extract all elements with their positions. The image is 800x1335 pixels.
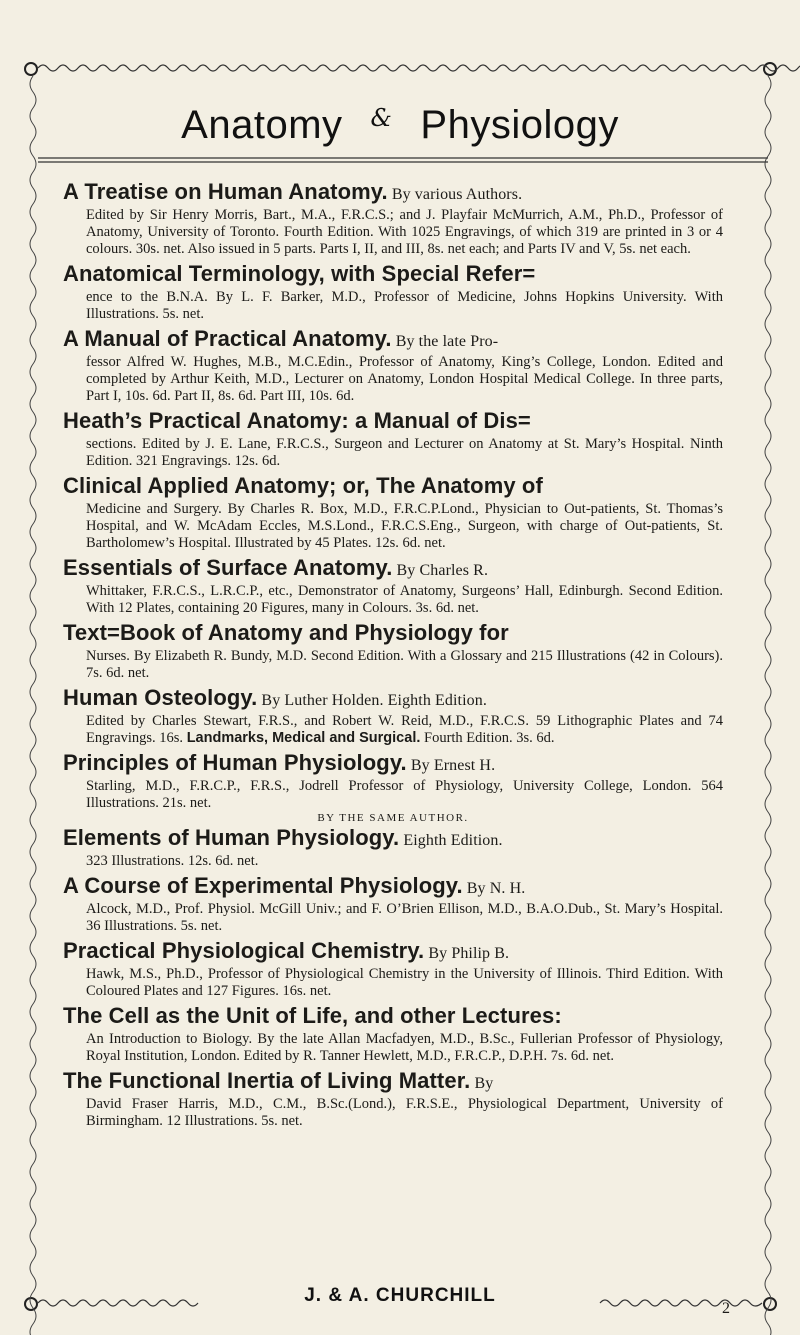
entry-title: Clinical Applied Anatomy; or, The Anatomy of xyxy=(63,473,543,498)
right-wavy-border xyxy=(765,76,771,1335)
entry-title: A Manual of Practical Anatomy. xyxy=(63,326,392,351)
list-item xyxy=(63,939,723,1000)
publisher-footer: J. & A. CHURCHILL xyxy=(304,1285,496,1306)
entry-description: Edited by Sir Henry Morris, Bart., M.A., F.R.C.S.; and J. Playfair McMurrich, A.M., Ph.D., Professor of Anatomy, University of Toronto. Fourth Edition. With 1025 Engravings, of which 319 are printed in 3 or 4 colours. 30s. net. Also issued in 5 parts. Parts I, II, and III, 8s. net each; and Parts IV and V, 5s. net each. xyxy=(86,207,723,257)
ampersand-ornament-icon: & xyxy=(370,104,393,132)
entry-title: Anatomical Terminology, with Special Refer= xyxy=(63,261,536,286)
entry-title: Principles of Human Physiology. xyxy=(63,750,407,775)
entry-title: Human Osteology. xyxy=(63,685,258,710)
entry-title-continuation: By Philip B. xyxy=(424,945,510,962)
corner-ring-top-left xyxy=(25,63,37,75)
entry-description: Medicine and Surgery. By Charles R. Box, M.D., F.R.C.P.Lond., Physician to Out-patients, St. Thomas’s Hospital, and W. McAdam Eccles, M.S.Lond., F.R.C.S.Eng., Surgeon, with charge of Out-patients, St. Bartholomew’s Hospital. Illustrated by 45 Plates. 12s. 6d. net. xyxy=(86,501,723,551)
list-item xyxy=(63,556,723,617)
list-item xyxy=(63,686,723,747)
entry-title-continuation: By Luther Holden. Eighth Edition. xyxy=(257,692,487,709)
list-item xyxy=(63,826,723,870)
same-author-note: BY THE SAME AUTHOR. xyxy=(317,812,469,824)
bottom-wavy-border-left xyxy=(38,1300,198,1306)
list-item xyxy=(63,180,723,258)
list-item xyxy=(63,874,723,935)
page-number: 2 xyxy=(722,1300,730,1317)
entry-title-continuation: By various Authors. xyxy=(387,186,523,203)
entry-title: The Cell as the Unit of Life, and other Lectures: xyxy=(63,1003,562,1028)
left-wavy-border xyxy=(30,76,36,1335)
entry-description: David Fraser Harris, M.D., C.M., B.Sc.(Lond.), F.R.S.E., Physiological Department, University of Birmingham. 12 Illustrations. 5s. net. xyxy=(86,1096,723,1129)
entry-description: Nurses. By Elizabeth R. Bundy, M.D. Second Edition. With a Glossary and 215 Illustrations (42 in Colours). 7s. 6d. net. xyxy=(86,648,723,681)
entry-title-continuation: Eighth Edition. xyxy=(399,832,503,849)
header-anatomy: Anatomy xyxy=(181,102,343,147)
entry-description: sections. Edited by J. E. Lane, F.R.C.S., Surgeon and Lecturer on Anatomy at St. Mary’s Hospital. Ninth Edition. 321 Engravings. 12s. 6d. xyxy=(86,436,723,469)
page-header xyxy=(60,95,740,155)
entry-description: Hawk, M.S., Ph.D., Professor of Physiological Chemistry in the University of Illinois. Third Edition. With Coloured Plates and 127 Figures. 16s. net. xyxy=(86,966,723,999)
entry-title-continuation: By Ernest H. xyxy=(406,757,496,774)
entry-description-text: Edited by Charles Stewart, F.R.S., and Robert W. Reid, M.D., F.R.C.S. 59 Lithographic Plates and 74 Engravings. 16s. xyxy=(86,713,723,746)
list-item xyxy=(63,1069,723,1130)
list-item xyxy=(63,474,723,552)
entry-title: Text=Book of Anatomy and Physiology for xyxy=(63,620,509,645)
entry-description: An Introduction to Biology. By the late Allan Macfadyen, M.D., B.Sc., Fullerian Professor of Physiology, Royal Institution, London. Edited by R. Tanner Hewlett, M.D., F.R.C.P., D.P.H. 7s. 6d. net. xyxy=(86,1031,723,1064)
entry-description: Whittaker, F.R.C.S., L.R.C.P., etc., Demonstrator of Anatomy, Surgeons’ Hall, Edinburgh. Second Edition. With 12 Plates, containing 20 Figures, many in Colours. 3s. 6d. net. xyxy=(86,583,723,616)
entry-description: fessor Alfred W. Hughes, M.B., M.C.Edin., Professor of Anatomy, King’s College, London. Edited and completed by Arthur Keith, M.D., Lecturer on Anatomy, London Hospital Medical College. In three parts, Part I, 10s. 6d. Part II, 8s. 6d. Part III, 10s. 6d. xyxy=(86,354,723,404)
entry-title-continuation: By the late Pro- xyxy=(391,333,499,350)
list-item xyxy=(63,1004,723,1065)
entry-description: 323 Illustrations. 12s. 6d. net. xyxy=(86,853,259,869)
list-item xyxy=(63,621,723,682)
entry-title: Practical Physiological Chemistry. xyxy=(63,938,425,963)
entry-title: A Treatise on Human Anatomy. xyxy=(63,179,388,204)
entry-description: Alcock, M.D., Prof. Physiol. McGill Univ.; and F. O’Brien Ellison, M.D., B.A.O.Dub., St. Mary’s Hospital. 36 Illustrations. 5s. net. xyxy=(86,901,723,934)
list-item xyxy=(63,751,723,824)
bottom-wavy-border-right xyxy=(600,1300,762,1306)
entry-title: Essentials of Surface Anatomy. xyxy=(63,555,393,580)
list-item xyxy=(63,327,723,405)
top-wavy-border xyxy=(38,65,800,71)
entry-description: ence to the B.N.A. By L. F. Barker, M.D., Professor of Medicine, Johns Hopkins University. With Illustrations. 5s. net. xyxy=(86,289,723,322)
entry-description xyxy=(86,713,723,747)
list-item xyxy=(63,409,723,470)
entry-title: The Functional Inertia of Living Matter. xyxy=(63,1068,471,1093)
entry-title-continuation: By xyxy=(470,1075,494,1092)
entry-sub-description: Fourth Edition. 3s. 6d. xyxy=(424,730,555,746)
entry-title: Elements of Human Physiology. xyxy=(63,825,400,850)
header-physiology: Physiology xyxy=(420,102,619,147)
entry-title: Heath’s Practical Anatomy: a Manual of Dis= xyxy=(63,408,531,433)
list-item xyxy=(63,262,723,323)
corner-ring-top-right xyxy=(764,63,776,75)
entry-description: Starling, M.D., F.R.C.P., F.R.S., Jodrell Professor of Physiology, University College, London. 564 Illustrations. 21s. net. xyxy=(86,778,723,811)
entry-title-continuation: By N. H. xyxy=(462,880,526,897)
entry-title-continuation: By Charles R. xyxy=(392,562,489,579)
entry-sub-heading: Landmarks, Medical and Surgical. xyxy=(186,730,421,746)
catalogue-entries xyxy=(63,180,723,1134)
entry-title: A Course of Experimental Physiology. xyxy=(63,873,463,898)
